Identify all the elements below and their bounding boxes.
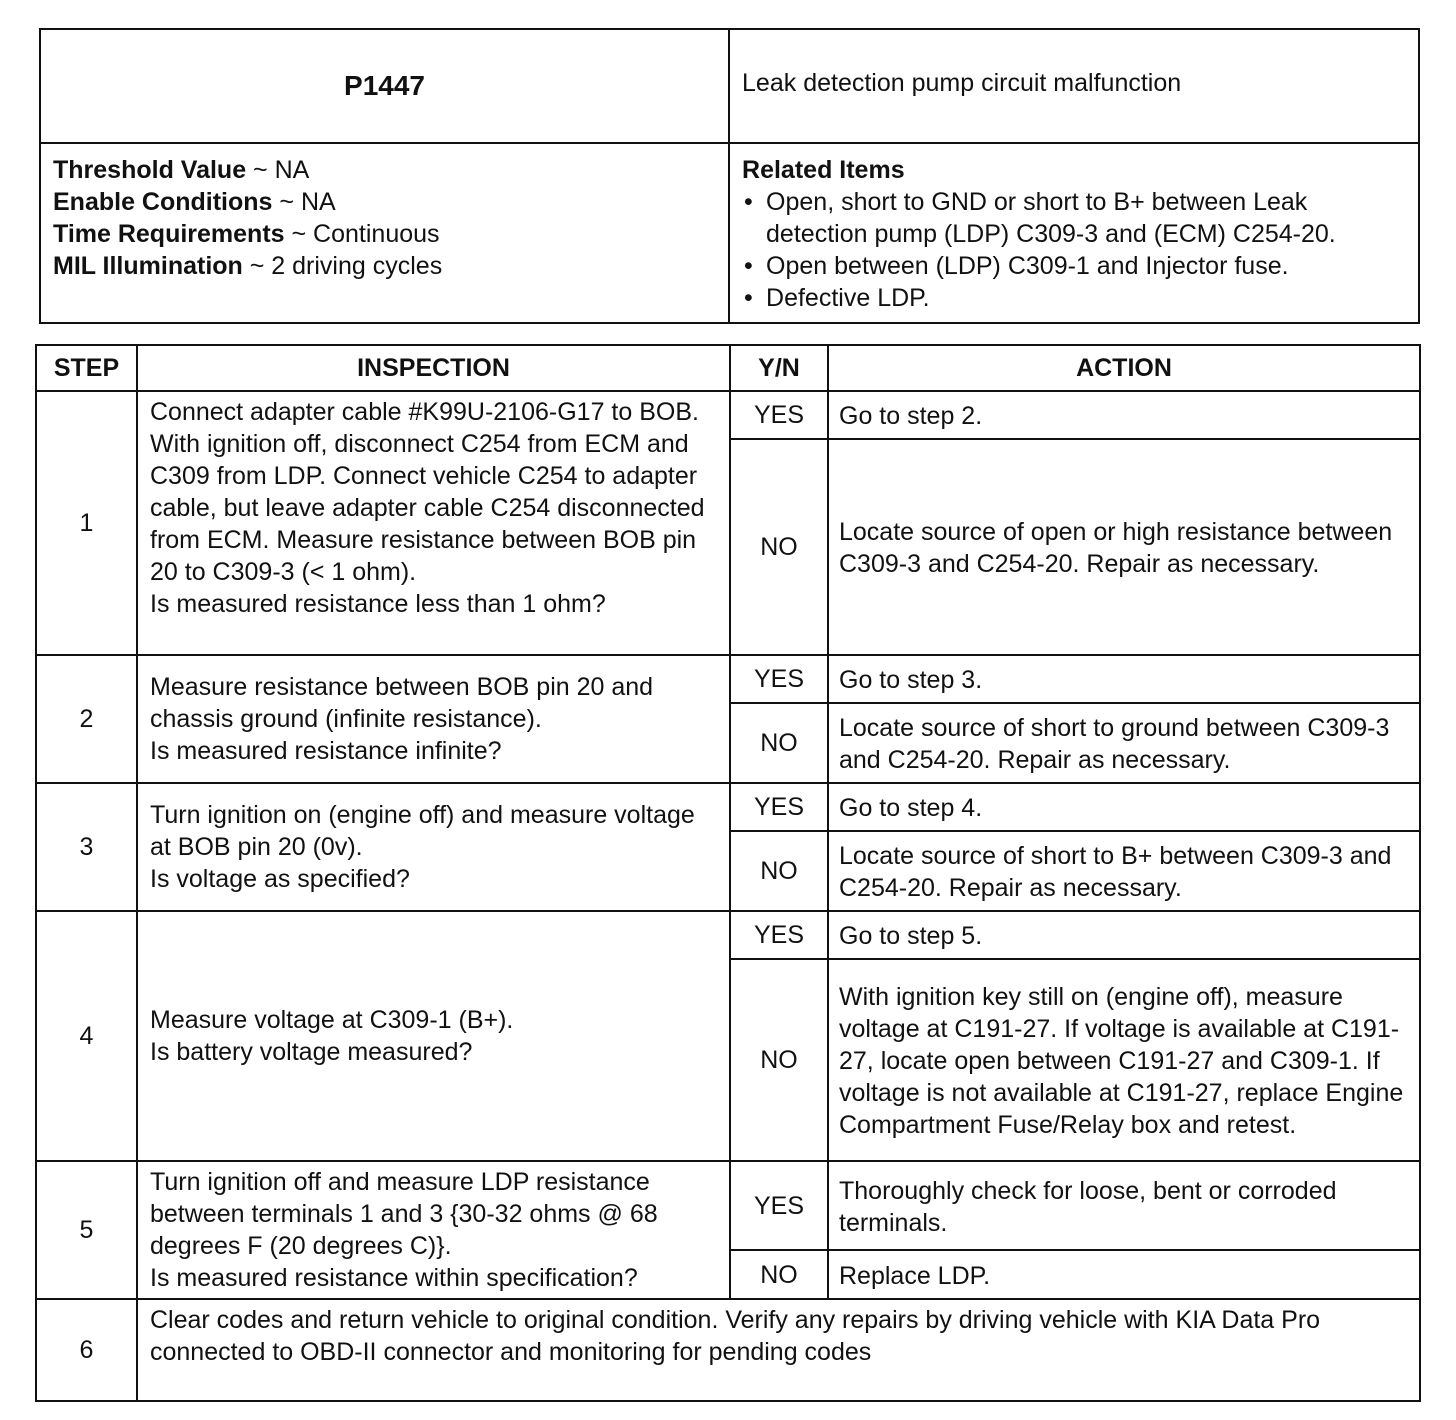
yes-action: Go to step 2. <box>828 391 1420 439</box>
dtc-header-table <box>39 28 1420 324</box>
no-label: NO <box>730 1250 828 1299</box>
condition-label: Time Requirements <box>53 220 285 248</box>
no-action: Locate source of short to ground between C309-3 and C254-20. Repair as necessary. <box>828 703 1420 783</box>
step-number: 5 <box>36 1161 137 1299</box>
table-header-row <box>36 345 1420 391</box>
step-number: 4 <box>36 911 137 1161</box>
conditions-cell <box>40 143 729 323</box>
condition-time <box>53 218 716 250</box>
condition-label: Threshold Value <box>53 156 247 184</box>
yes-action: Go to step 4. <box>828 783 1420 831</box>
inspection-text: Turn ignition off and measure LDP resistance between terminals 1 and 3 {30-32 ohms @ 68 degrees F (20 degrees C)}. <box>150 1168 658 1260</box>
related-item: • Open, short to GND or short to B+ between Leak detection pump (LDP) C309-3 and (ECM) C254-20. <box>744 188 1336 248</box>
inspection-text: Measure voltage at C309-1 (B+). <box>150 1006 514 1034</box>
condition-value: ~ NA <box>246 156 310 184</box>
inspection-cell <box>137 655 730 783</box>
inspection-question: Is measured resistance within specification? <box>150 1264 638 1292</box>
condition-value: ~ 2 driving cycles <box>242 252 443 280</box>
inspection-question: Is voltage as specified? <box>150 865 410 893</box>
yes-label: YES <box>730 391 828 439</box>
inspection-text: Measure resistance between BOB pin 20 and chassis ground (infinite resistance). <box>150 673 654 733</box>
related-items-list <box>742 186 1406 314</box>
related-item: • Defective LDP. <box>744 284 930 312</box>
column-header-step: STEP <box>36 345 137 391</box>
condition-label: Enable Conditions <box>53 188 273 216</box>
yes-action: Go to step 3. <box>828 655 1420 703</box>
no-action: Locate source of open or high resistance between C309-3 and C254-20. Repair as necessary. <box>828 439 1420 655</box>
no-action: Replace LDP. <box>828 1250 1420 1299</box>
step-number: 6 <box>36 1299 137 1401</box>
inspection-cell <box>137 783 730 911</box>
yes-action: Go to step 5. <box>828 911 1420 959</box>
yes-action: Thoroughly check for loose, bent or corroded terminals. <box>828 1161 1420 1250</box>
inspection-question: Is measured resistance infinite? <box>150 737 502 765</box>
condition-enable <box>53 186 716 218</box>
table-row <box>36 1161 1420 1250</box>
no-label: NO <box>730 703 828 783</box>
step-number: 1 <box>36 391 137 655</box>
condition-mil <box>53 250 716 282</box>
related-items-title: Related Items <box>742 156 905 184</box>
dtc-description: Leak detection pump circuit malfunction <box>729 29 1419 143</box>
inspection-question: Is battery voltage measured? <box>150 1038 473 1066</box>
bullet-icon: • <box>744 284 753 312</box>
step-number: 2 <box>36 655 137 783</box>
table-row <box>36 911 1420 959</box>
inspection-cell <box>137 1161 730 1299</box>
yes-label: YES <box>730 783 828 831</box>
column-header-action: ACTION <box>828 345 1420 391</box>
inspection-question: Is measured resistance less than 1 ohm? <box>150 590 606 618</box>
yes-label: YES <box>730 911 828 959</box>
column-header-inspection: INSPECTION <box>137 345 730 391</box>
dtc-code: P1447 <box>40 29 729 143</box>
no-action: Locate source of short to B+ between C309-3 and C254-20. Repair as necessary. <box>828 831 1420 911</box>
related-item: • Open between (LDP) C309-1 and Injector fuse. <box>744 252 1289 280</box>
condition-label: MIL Illumination <box>53 252 243 280</box>
condition-value: ~ NA <box>272 188 336 216</box>
no-action: With ignition key still on (engine off), measure voltage at C191-27. If voltage is available at C191-27, locate open between C191-27 and C309-1. If voltage is not available at C191-27, replace Engine Compartment Fuse/Relay box and retest. <box>828 959 1420 1161</box>
no-label: NO <box>730 831 828 911</box>
column-header-yn: Y/N <box>730 345 828 391</box>
table-row <box>36 783 1420 831</box>
inspection-text: Connect adapter cable #K99U-2106-G17 to BOB. With ignition off, disconnect C254 from ECM and C309 from LDP. Connect vehicle C254 to adapter cable, but leave adapter cable C254 disconnected from ECM. Measure resistance between BOB pin 20 to C309-3 (< 1 ohm). <box>150 398 705 586</box>
condition-value: ~ Continuous <box>284 220 440 248</box>
table-row <box>36 655 1420 703</box>
bullet-icon: • <box>744 188 753 216</box>
no-label: NO <box>730 959 828 1161</box>
no-label: NO <box>730 439 828 655</box>
bullet-icon: • <box>744 252 753 280</box>
yes-label: YES <box>730 655 828 703</box>
inspection-procedure-table <box>35 344 1421 1402</box>
inspection-text: Turn ignition on (engine off) and measure voltage at BOB pin 20 (0v). <box>150 801 695 861</box>
inspection-cell <box>137 911 730 1161</box>
yes-label: YES <box>730 1161 828 1250</box>
final-step-text: Clear codes and return vehicle to original condition. Verify any repairs by driving vehicle with KIA Data Pro connected to OBD-II connector and monitoring for pending codes <box>137 1299 1420 1401</box>
step-number: 3 <box>36 783 137 911</box>
table-row <box>36 391 1420 439</box>
condition-threshold <box>53 154 716 186</box>
inspection-cell <box>137 391 730 655</box>
related-items-cell <box>729 143 1419 323</box>
table-row <box>36 1299 1420 1401</box>
